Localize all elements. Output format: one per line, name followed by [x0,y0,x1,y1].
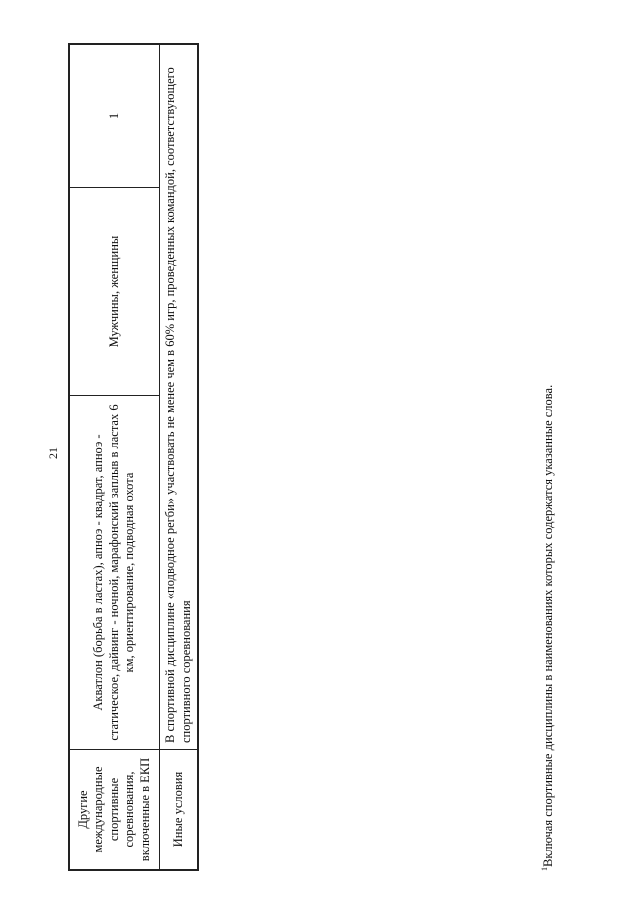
other-conditions-label: Иные условия [160,750,199,871]
table-row [160,44,199,870]
competition-category-cell: Другие международные спортивные соревнования, включенные в ЕКП [69,750,160,871]
page-number: 21 [46,447,60,459]
requirements-table [68,43,199,871]
footnote-marker: 1 [539,867,549,871]
footnote [541,171,556,871]
value-cell: 1 [69,44,160,188]
disciplines-cell: Акватлон (борьба в ластах), апноэ - квадрат, апноэ - статическое, дайвинг - ночной, марафонский заплыв в ластах 6 км, ориентирование, подводная охота [69,396,160,750]
footnote-text: Включая спортивные дисциплины в наименованиях которых содержатся указанные слова. [541,384,555,867]
other-conditions-text: В спортивной дисциплине «подводное регби» участвовать не менее чем в 60% игр, проведенных командой, соответствующего спортивного соревнования [160,44,199,750]
gender-cell: Мужчины, женщины [69,188,160,396]
table-row [69,44,160,870]
